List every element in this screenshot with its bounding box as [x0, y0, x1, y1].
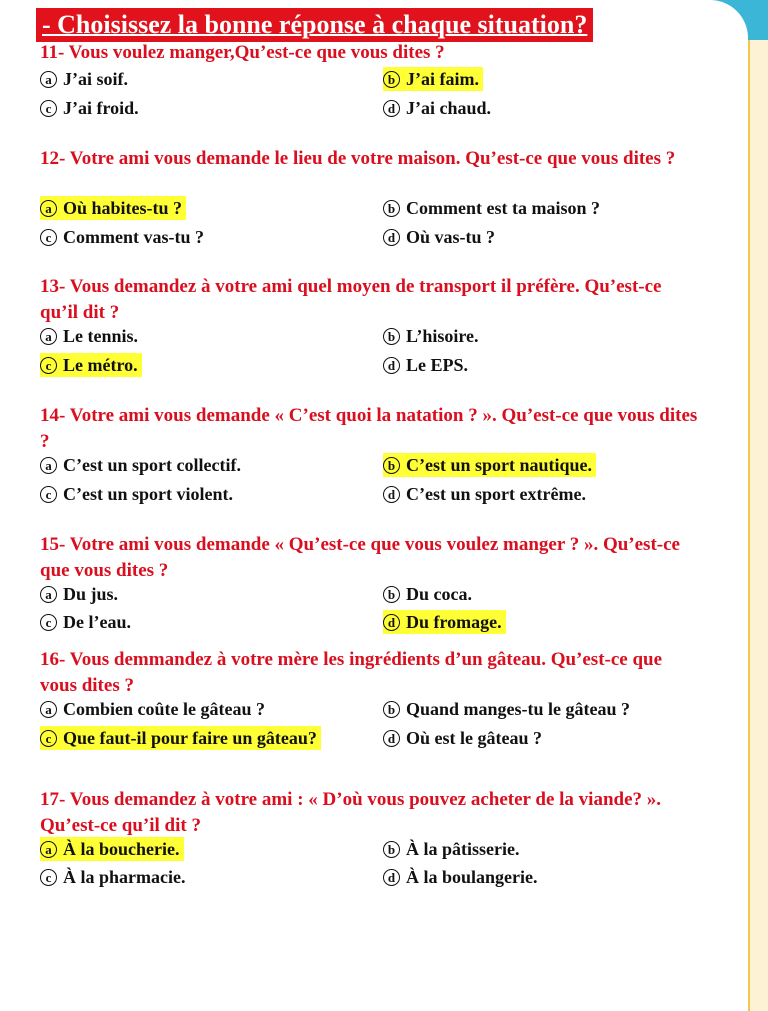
- option-text: Où vas-tu ?: [406, 227, 496, 247]
- option-text: À la pâtisserie.: [406, 839, 520, 859]
- option-13-c[interactable]: [40, 353, 142, 377]
- option-letter-badge: d: [383, 614, 400, 631]
- option-text: C’est un sport extrême.: [406, 484, 586, 504]
- option-13-a[interactable]: [40, 324, 138, 348]
- option-text: Le EPS.: [406, 355, 469, 375]
- option-11-c[interactable]: [40, 96, 139, 120]
- option-text: J’ai chaud.: [406, 98, 492, 118]
- option-letter-badge: b: [383, 841, 400, 858]
- option-text: Le tennis.: [63, 326, 139, 346]
- question-13: 13- Vous demandez à votre ami quel moyen de transport il préfère. Qu’est-ce qu’il dit ?: [40, 276, 662, 323]
- option-text: Du jus.: [63, 584, 119, 604]
- option-letter-badge: a: [40, 457, 57, 474]
- option-letter-badge: a: [40, 841, 57, 858]
- option-letter-badge: a: [40, 701, 57, 718]
- option-letter-badge: c: [40, 357, 57, 374]
- option-17-a[interactable]: [40, 837, 184, 861]
- option-letter-badge: a: [40, 71, 57, 88]
- option-text: C’est un sport violent.: [63, 484, 233, 504]
- option-letter-badge: d: [383, 100, 400, 117]
- option-text: J’ai soif.: [63, 69, 128, 89]
- option-14-a[interactable]: [40, 453, 241, 477]
- option-letter-badge: d: [383, 486, 400, 503]
- option-letter-badge: a: [40, 328, 57, 345]
- option-letter-badge: d: [383, 357, 400, 374]
- option-11-d[interactable]: [383, 96, 491, 120]
- option-text: À la boucherie.: [63, 839, 180, 859]
- option-17-d[interactable]: [383, 865, 538, 889]
- option-text: Du coca.: [406, 584, 472, 604]
- question-16: 16- Vous demmandez à votre mère les ingrédients d’un gâteau. Qu’est-ce que vous dites ?: [40, 649, 663, 696]
- question-14: 14- Votre ami vous demande « C’est quoi la natation ? ». Qu’est-ce que vous dites ?: [40, 405, 698, 452]
- option-11-a[interactable]: [40, 67, 128, 91]
- option-letter-badge: d: [383, 730, 400, 747]
- option-text: J’ai froid.: [63, 98, 139, 118]
- option-text: L’hisoire.: [406, 326, 479, 346]
- option-letter-badge: b: [383, 328, 400, 345]
- option-text: Où est le gâteau ?: [406, 728, 542, 748]
- option-14-c[interactable]: [40, 482, 233, 506]
- worksheet-title: - Choisissez la bonne réponse à chaque situation?: [36, 8, 593, 42]
- option-letter-badge: c: [40, 869, 57, 886]
- option-12-c[interactable]: [40, 225, 204, 249]
- question-15: 15- Votre ami vous demande « Qu’est-ce que vous voulez manger ? ». Qu’est-ce que vous dites ?: [40, 534, 680, 581]
- option-16-d[interactable]: [383, 726, 542, 750]
- option-letter-badge: c: [40, 614, 57, 631]
- question-17: 17- Vous demandez à votre ami : « D’où vous pouvez acheter de la viande? ». Qu’est-ce qu’il dit ?: [40, 789, 662, 836]
- option-16-a[interactable]: [40, 697, 265, 721]
- option-12-b[interactable]: [383, 196, 600, 220]
- option-12-d[interactable]: [383, 225, 495, 249]
- option-15-b[interactable]: [383, 582, 472, 606]
- page-edge: [748, 40, 768, 1011]
- option-letter-badge: a: [40, 200, 57, 217]
- option-15-c[interactable]: [40, 610, 131, 634]
- option-letter-badge: b: [383, 586, 400, 603]
- option-text: Comment vas-tu ?: [63, 227, 204, 247]
- question-11: 11- Vous voulez manger,Qu’est-ce que vous dites ?: [40, 42, 445, 63]
- option-text: J’ai faim.: [406, 69, 479, 89]
- page-edge-line: [748, 40, 750, 1011]
- option-letter-badge: c: [40, 100, 57, 117]
- option-text: Quand manges-tu le gâteau ?: [406, 699, 631, 719]
- option-letter-badge: b: [383, 200, 400, 217]
- option-text: C’est un sport nautique.: [406, 455, 593, 475]
- option-11-b[interactable]: [383, 67, 483, 91]
- option-text: Où habites-tu ?: [63, 198, 183, 218]
- option-text: Le métro.: [63, 355, 138, 375]
- option-text: De l’eau.: [63, 612, 131, 632]
- option-letter-badge: b: [383, 701, 400, 718]
- option-text: À la boulangerie.: [406, 867, 538, 887]
- option-17-b[interactable]: [383, 837, 519, 861]
- option-letter-badge: c: [40, 486, 57, 503]
- option-15-a[interactable]: [40, 582, 118, 606]
- option-letter-badge: d: [383, 869, 400, 886]
- option-text: Que faut-il pour faire un gâteau?: [63, 728, 317, 748]
- option-16-b[interactable]: [383, 697, 630, 721]
- option-letter-badge: b: [383, 71, 400, 88]
- option-letter-badge: c: [40, 229, 57, 246]
- option-text: Combien coûte le gâteau ?: [63, 699, 265, 719]
- option-letter-badge: b: [383, 457, 400, 474]
- option-13-d[interactable]: [383, 353, 468, 377]
- option-12-a[interactable]: [40, 196, 186, 220]
- option-text: Du fromage.: [406, 612, 502, 632]
- option-13-b[interactable]: [383, 324, 479, 348]
- option-letter-badge: c: [40, 730, 57, 747]
- option-16-c[interactable]: [40, 726, 321, 750]
- option-17-c[interactable]: [40, 865, 185, 889]
- option-15-d[interactable]: [383, 610, 506, 634]
- question-12: 12- Votre ami vous demande le lieu de votre maison. Qu’est-ce que vous dites ?: [40, 148, 676, 169]
- option-text: Comment est ta maison ?: [406, 198, 600, 218]
- option-letter-badge: d: [383, 229, 400, 246]
- option-text: À la pharmacie.: [63, 867, 186, 887]
- option-text: C’est un sport collectif.: [63, 455, 241, 475]
- option-letter-badge: a: [40, 586, 57, 603]
- option-14-b[interactable]: [383, 453, 596, 477]
- option-14-d[interactable]: [383, 482, 586, 506]
